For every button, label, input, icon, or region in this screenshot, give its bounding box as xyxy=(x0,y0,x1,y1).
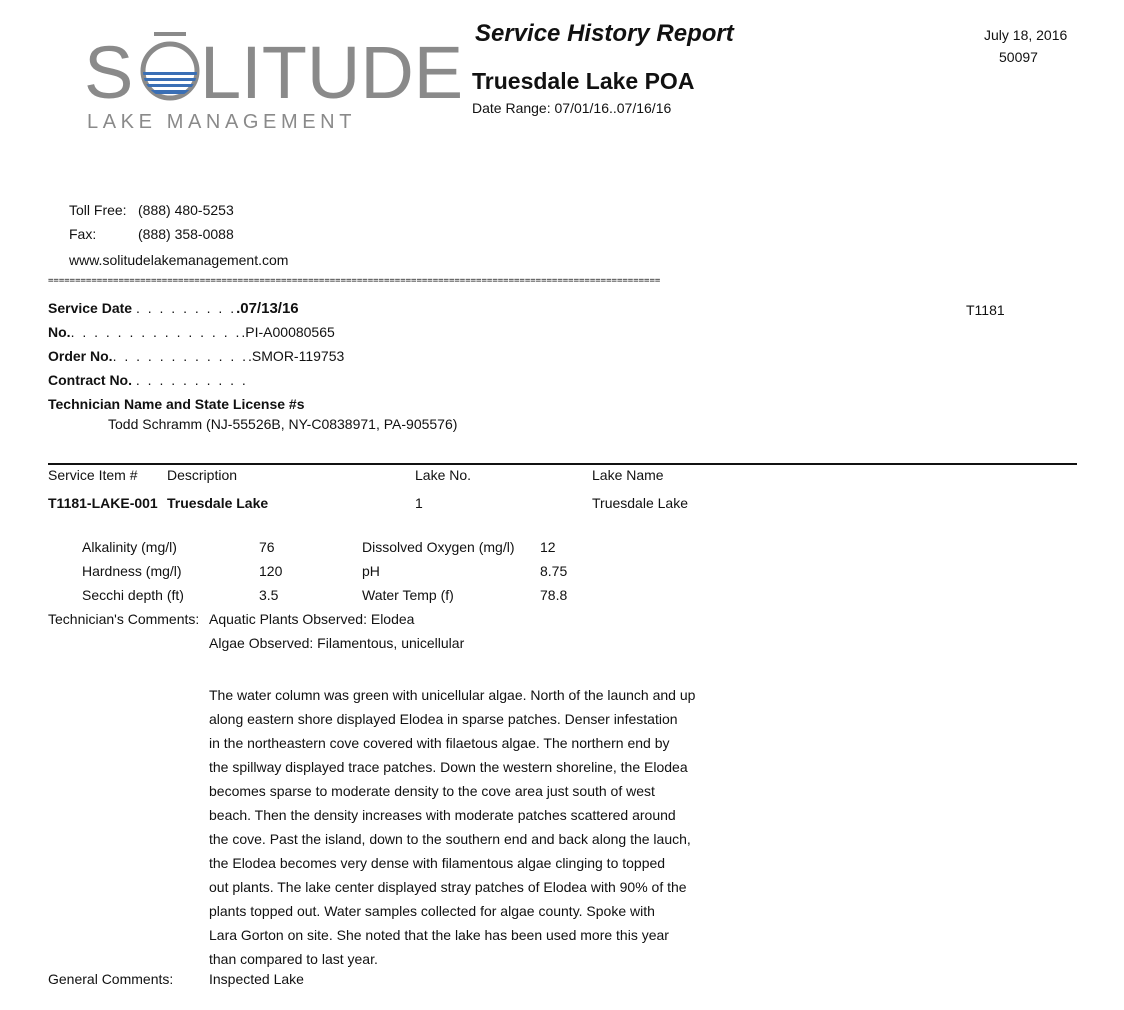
order-dots: . . . . . . . . . . . . xyxy=(112,348,249,364)
technician-label: Technician Name and State License #s xyxy=(48,396,305,412)
logo-o-ring xyxy=(143,44,197,98)
paragraph-line: the cove. Past the island, down to the southern end and back along the lauch, xyxy=(209,831,691,847)
table-row-lake-no: 1 xyxy=(415,495,423,511)
ph-value: 8.75 xyxy=(540,563,568,579)
ph-label: pH xyxy=(362,563,380,579)
paragraph-line: plants topped out. Water samples collected for algae county. Spoke with xyxy=(209,903,655,919)
table-row-lake-name: Truesdale Lake xyxy=(592,495,688,511)
paragraph-line: The water column was green with unicellular algae. North of the launch and up xyxy=(209,687,696,703)
dissolved-oxygen-label: Dissolved Oxygen (mg/l) xyxy=(362,539,515,555)
col-header-item: Service Item # xyxy=(48,467,138,483)
date-range: Date Range: 07/01/16..07/16/16 xyxy=(472,100,672,116)
website-link[interactable]: www.solitudelakemanagement.com xyxy=(69,252,289,268)
logo-subtext: LAKE MANAGEMENT xyxy=(87,111,357,133)
solitude-logo xyxy=(82,28,464,138)
logo-macron xyxy=(154,32,186,36)
service-date-row xyxy=(48,300,299,317)
contract-row xyxy=(48,372,248,388)
technician-comments-label: Technician's Comments: xyxy=(48,611,200,627)
fax-number: (888) 358-0088 xyxy=(138,226,234,242)
water-temp-value: 78.8 xyxy=(540,587,568,603)
col-header-lake-name: Lake Name xyxy=(592,467,664,483)
report-date: July 18, 2016 xyxy=(984,27,1068,43)
aquatic-plants-observed: Aquatic Plants Observed: Elodea xyxy=(209,611,415,627)
paragraph-line: along eastern shore displayed Elodea in sparse patches. Denser infestation xyxy=(209,711,678,727)
secchi-label: Secchi depth (ft) xyxy=(82,587,184,603)
report-number: 50097 xyxy=(999,49,1038,65)
table-row-item: T1181-LAKE-001 xyxy=(48,495,158,511)
contract-label: Contract No. xyxy=(48,372,132,388)
paragraph-line: out plants. The lake center displayed stray patches of Elodea with 90% of the xyxy=(209,879,687,895)
paragraph-line: than compared to last year. xyxy=(209,951,378,967)
separator-line: ================================================================================================================= xyxy=(48,276,661,286)
order-value: .SMOR-119753 xyxy=(248,348,345,364)
table-row-description: Truesdale Lake xyxy=(167,495,269,511)
organization-name: Truesdale Lake POA xyxy=(472,68,695,94)
alkalinity-value: 76 xyxy=(259,539,275,555)
algae-observed: Algae Observed: Filamentous, unicellular xyxy=(209,635,465,651)
paragraph-line: the spillway displayed trace patches. Down the western shoreline, the Elodea xyxy=(209,759,688,775)
number-label: No. xyxy=(48,324,71,340)
service-code: T1181 xyxy=(966,302,1005,318)
report-title: Service History Report xyxy=(475,20,734,47)
table-rule xyxy=(48,463,1077,465)
logo-letter-s: S xyxy=(84,31,134,114)
fax-label: Fax: xyxy=(69,226,97,242)
order-row xyxy=(48,348,344,364)
technician-value: Todd Schramm (NJ-55526B, NY-C0838971, PA-905576) xyxy=(108,416,458,432)
toll-free-number: (888) 480-5253 xyxy=(138,202,234,218)
paragraph-line: Lara Gorton on site. She noted that the lake has been used more this year xyxy=(209,927,669,943)
general-comments-label: General Comments: xyxy=(48,971,174,987)
paragraph-line: becomes sparse to moderate density to the cove area just south of west xyxy=(209,783,655,799)
order-label: Order No. xyxy=(48,348,113,364)
paragraph-line: in the northeastern cove covered with filaetous algae. The northern end by xyxy=(209,735,670,751)
hardness-value: 120 xyxy=(259,563,283,579)
water-temp-label: Water Temp (f) xyxy=(362,587,454,603)
alkalinity-label: Alkalinity (mg/l) xyxy=(82,539,177,555)
number-value: .PI-A00080565 xyxy=(241,324,335,340)
service-date-label: Service Date xyxy=(48,300,133,316)
service-date-dots: . . . . . . . . . xyxy=(135,300,237,316)
hardness-label: Hardness (mg/l) xyxy=(82,563,182,579)
paragraph-line: beach. Then the density increases with moderate patches scattered around xyxy=(209,807,676,823)
toll-free-label: Toll Free: xyxy=(69,202,127,218)
paragraph-line: the Elodea becomes very dense with filamentous algae clinging to topped xyxy=(209,855,666,871)
general-comments-value: Inspected Lake xyxy=(209,971,304,987)
number-row xyxy=(48,324,335,340)
contract-dots: . . . . . . . . . . xyxy=(135,372,248,388)
comments-paragraph xyxy=(209,683,709,971)
number-dots: . . . . . . . . . . . . . . . xyxy=(70,324,242,340)
service-date-value: .07/13/16 xyxy=(236,300,299,317)
col-header-description: Description xyxy=(167,467,238,483)
secchi-value: 3.5 xyxy=(259,587,279,603)
logo-letters-litude: LITUDE xyxy=(200,31,464,114)
dissolved-oxygen-value: 12 xyxy=(540,539,556,555)
col-header-lake-no: Lake No. xyxy=(415,467,472,483)
